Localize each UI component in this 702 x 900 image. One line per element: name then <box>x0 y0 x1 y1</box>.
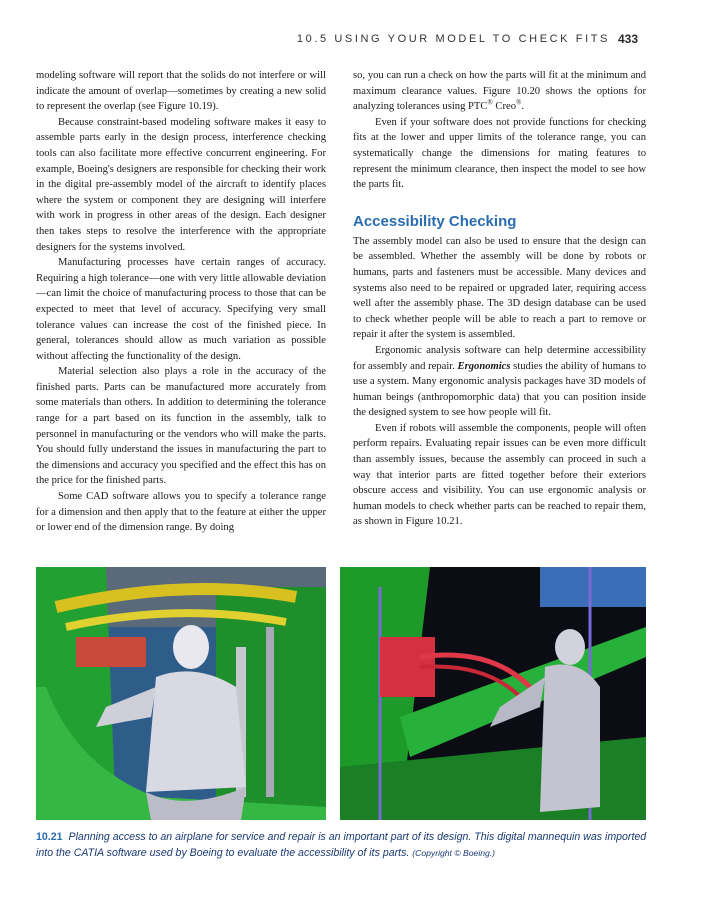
paragraph: Even if robots will assemble the components, people will often perform repairs. Evaluating repair issues can be even more difficult than assembly issues, because the assembly can proceed in such a way that interior parts are fitted together before their exteriors obscure access and visibility. You can use ergonomic analysis or human models to check whether parts can be reached to repair them, as shown in Figure 10.21. <box>353 422 646 528</box>
cad-render-left <box>36 567 326 820</box>
paragraph: Even if your software does not provide functions for checking fits at the lower and upper limits of the tolerance range, you can systematically change the dimensions for mating features to represent the minimum clearance, then inspect the model to see how the parts fit. <box>353 116 646 191</box>
text-span: Ergonomic analysis software can help determine accessibility for assembly and repair. <box>353 344 646 372</box>
copyright-notice: (Copyright © Boeing.) <box>412 848 496 858</box>
figure-caption <box>36 829 656 861</box>
section-heading: Accessibility Checking <box>353 212 517 230</box>
caption-text: Planning access to an airplane for service and repair is an important part of its design. This digital mannequin was imported into the CATIA software used by Boeing to evaluate the accessibility of its parts. <box>36 831 647 859</box>
page-header <box>0 33 702 49</box>
registered-mark: ® <box>516 98 522 107</box>
text-span: . <box>521 101 525 113</box>
text-span: studies the ability of humans to use a system. Many ergonomic analysis packages have 3D models of human beings (anthropomorphic data) that you can position inside the designed system to see how people will fit. <box>353 360 646 419</box>
paragraph <box>353 343 646 421</box>
text-span: Creo <box>492 101 517 113</box>
figure-left-image <box>36 567 326 820</box>
paragraph: modeling software will report that the solids do not interfere or will indicate the amount of overlap—sometimes by creating a new solid to represent the overlap (see Figure 10.19). <box>36 70 326 113</box>
text-span: so, you can run a check on how the parts will fit at the minimum and maximum clearance values. Figure 10.20 shows the options for analyzing tolerances using PTC <box>353 70 646 113</box>
figure-number: 10.21 <box>36 831 63 843</box>
registered-mark: ® <box>487 98 493 107</box>
left-column <box>36 68 326 536</box>
page-number: 433 <box>617 32 638 46</box>
paragraph: Manufacturing processes have certain ranges of accuracy. Requiring a high tolerance—one with very little allowable deviation—can limit the choice of manufacturing process to those that can be expected to meet that level of accuracy. Specifying very small tolerance values can increase the cost of the finished piece. In general, tolerances should allow as much variation as possible without affecting the functionality of the design. <box>36 257 326 362</box>
cad-render-right <box>340 567 646 820</box>
paragraph <box>353 68 646 115</box>
running-head: 10.5 USING YOUR MODEL TO CHECK FITS <box>296 33 610 45</box>
paragraph: Because constraint-based modeling software makes it easy to assemble parts early in the design process, interference checking tools can also facilitate more effective concurrent engineering. For example, Boeing's designers are responsible for checking their work in the digital pre-assembly model of the aircraft to identify places where the system or component they are designing will interfere with work in progress in other areas of the design. Each designer then takes steps to resolve the interference with the appropriate designers for the systems involved. <box>36 116 326 253</box>
paragraph: The assembly model can also be used to ensure that the design can be assembled. Whether the assembly will be done by robots or humans, parts and fasteners must be accessible. Many devices and systems also need to be repaired or upgraded later, requiring access well after the assembly phase. The 3D design database can be used to check whether people will be able to reach a part to remove or repair it after the system is assembled. <box>353 235 646 341</box>
figure-right-image <box>340 567 646 820</box>
paragraph: Some CAD software allows you to specify a tolerance range for a dimension and then apply that to the feature at either the upper or lower end of the dimension range. By doing <box>36 491 326 534</box>
paragraph: Material selection also plays a role in the accuracy of the finished parts. Parts can be manufactured more accurately from some materials than others. In addition to determining the tolerance range for a part based on its function in the assembly, talk to personnel in manufacturing or the vendors who will make the parts. You should fully understand the issues in manufacturing the part to the dimensions and accuracy you specified and the effect this has on the price for the finished parts. <box>36 366 326 487</box>
right-column <box>353 68 646 530</box>
key-term: Ergonomics <box>457 360 511 372</box>
